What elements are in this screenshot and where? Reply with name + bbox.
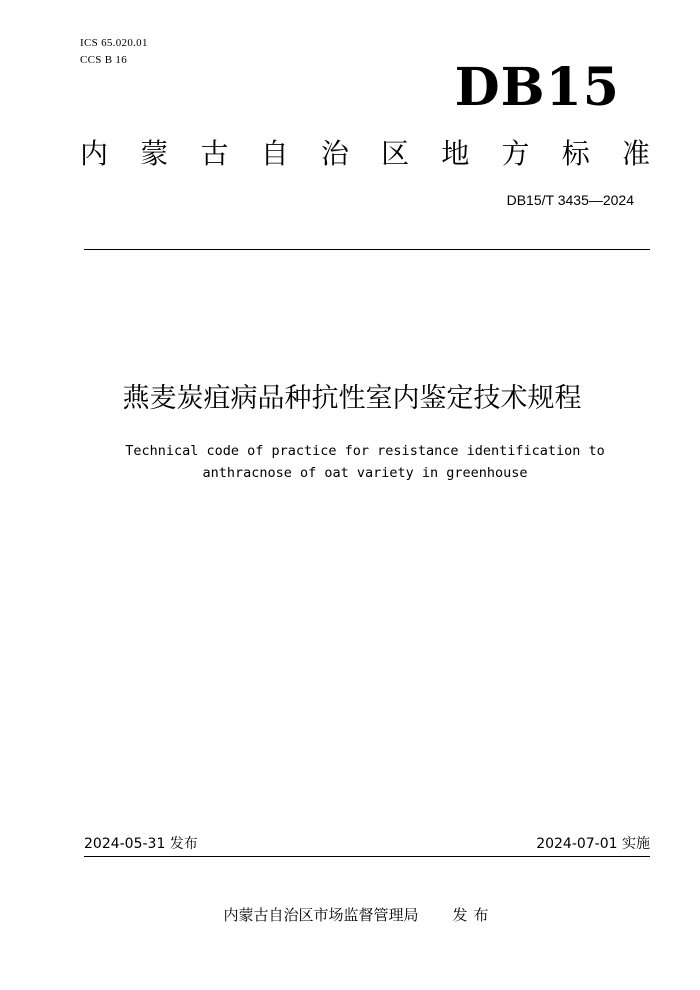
classification-codes	[80, 35, 148, 69]
publisher-line	[0, 905, 700, 925]
document-title-chinese: 燕麦炭疽病品种抗性室内鉴定技术规程	[122, 383, 582, 414]
document-title-english	[0, 441, 700, 484]
footer-divider	[84, 856, 650, 857]
publish-action: 发布	[452, 906, 495, 924]
standard-kind-char: 蒙	[140, 137, 169, 170]
standard-number: DB15/T 3435—2024	[506, 192, 634, 208]
standard-kind-char: 准	[621, 137, 650, 170]
standard-kind-char: 治	[320, 137, 349, 170]
header-divider	[84, 249, 650, 250]
ccs-code: CCS B 16	[80, 54, 128, 66]
standard-kind-char: 方	[501, 137, 530, 170]
implementation-date: 2024-07-01 实施	[536, 836, 650, 852]
english-title-line: anthracnose of oat variety in greenhouse	[202, 464, 528, 481]
issue-date: 2024-05-31 发布	[84, 836, 198, 852]
standard-kind-char: 自	[260, 137, 289, 170]
standard-kind-char: 标	[561, 137, 590, 170]
standard-kind-char: 地	[441, 137, 470, 170]
standard-kind-char: 古	[200, 137, 229, 170]
publisher-name: 内蒙古自治区市场监督管理局	[223, 906, 419, 924]
standard-kind-char: 内	[80, 137, 109, 170]
english-title-line: Technical code of practice for resistance identification to	[125, 443, 605, 459]
standard-kind-char: 区	[381, 137, 410, 170]
db15-logo: DB15	[454, 57, 620, 118]
standard-kind-heading	[80, 134, 650, 174]
ics-code: ICS 65.020.01	[80, 37, 148, 49]
